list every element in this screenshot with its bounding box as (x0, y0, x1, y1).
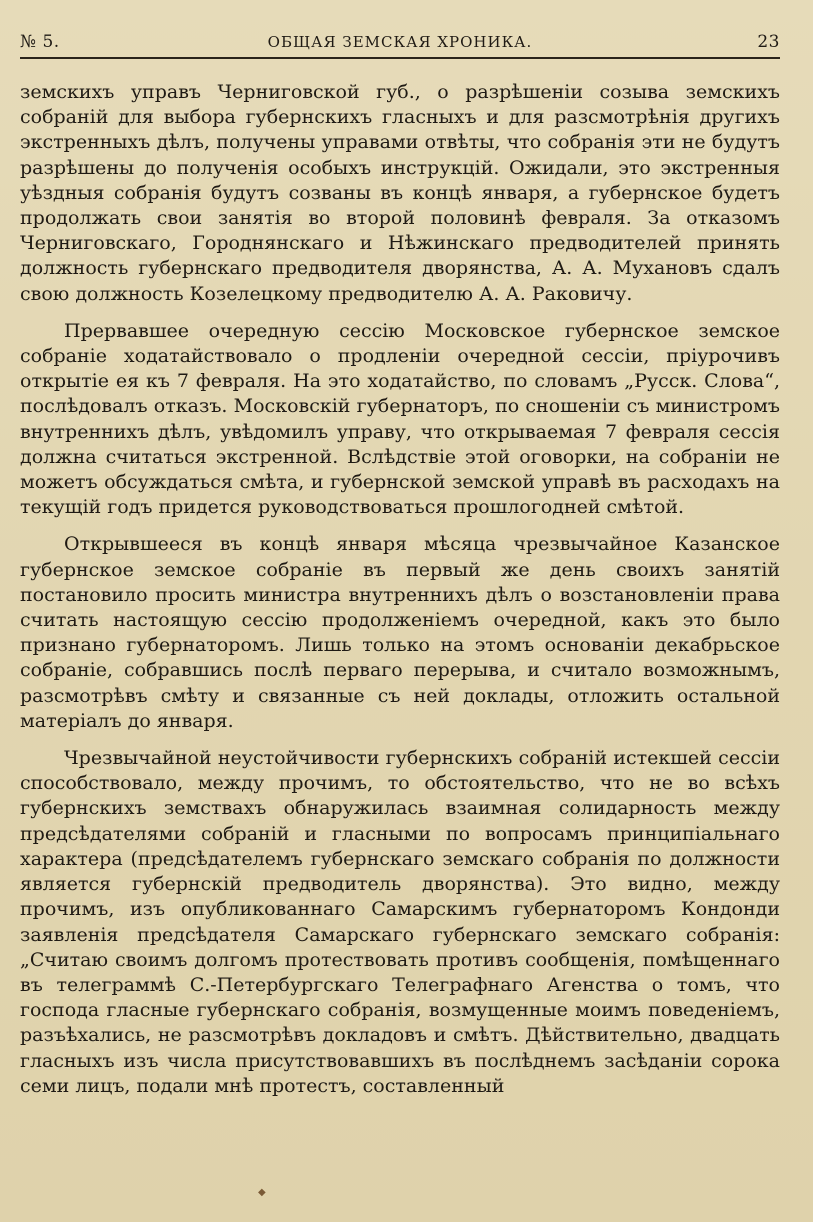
paragraph-4: Чрезвычайной неустойчивости губернскихъ собраній истекшей сессіи способствовало, между прочимъ, то обстоятельство, что не во всѣхъ губернскихъ земствахъ обнаружилась взаимная солидарность между предсѣдателями собраній и гласными по вопросамъ принципіальнаго характера (предсѣдателемъ губернскаго земскаго собранія по должности является губернскій предводитель дворянства). Это видно, между прочимъ, изъ опубликованнаго Самарскимъ губернаторомъ Кондонди заявленія предсѣдателя Самарскаго губернскаго земскаго собранія: „Считаю своимъ долгомъ протествовать противъ сообщенія, помѣщеннаго въ телеграммѣ С.-Петербургскаго Телеграфнаго Агенства о томъ, что господа гласные губернскаго собранія, возмущенные моимъ поведеніемъ, разъѣхались, не разсмотрѣвъ докладовъ и смѣтъ. Дѣйствительно, двадцать гласныхъ изъ числа присутствовавшихъ въ послѣднемъ засѣданіи сорока семи лицъ, подали мнѣ протестъ, составленный (20, 747, 780, 1097)
body-text (20, 80, 780, 1111)
paragraph-2: Прервавшее очередную сессію Московское губернское земское собраніе ходатайствовало о продленіи очередной сессіи, пріурочивъ открытіе ея къ 7 февраля. На это ходатайство, по словамъ „Русск. Слова“, послѣдовалъ отказъ. Московскій губернаторъ, по сношеніи съ министромъ внутреннихъ дѣлъ, увѣдомилъ управу, что открываемая 7 февраля сессія должна считаться экстренной. Вслѣдствіе этой оговорки, на собраніи не можетъ обсуждаться смѣта, и губернской земской управѣ въ расходахъ на текущій годъ придется руководствоваться прошлогодней смѣтой. (20, 319, 780, 519)
printer-ornament-icon: ◆ (258, 1187, 266, 1198)
paragraph-3: Открывшееся въ концѣ января мѣсяца чрезвычайное Казанское губернское земское собраніе въ первый же день своихъ занятій постановило просить министра внутреннихъ дѣлъ о возстановленіи права считать настоящую сессію продолженіемъ очередной, какъ это было признано губернаторомъ. Лишь только на этомъ основаніи декабрьское собраніе, собравшись послѣ перваго перерыва, и считало возможнымъ, разсмотрѣвъ смѣту и связанные съ ней доклады, отложить остальной матеріалъ до января. (20, 533, 780, 732)
page-header (20, 30, 780, 54)
issue-number: № 5. (20, 32, 60, 52)
running-title: ОБЩАЯ ЗЕМСКАЯ ХРОНИКА. (267, 33, 533, 51)
page-number: 23 (757, 32, 780, 52)
paragraph-1: земскихъ управъ Черниговской губ., о разрѣшеніи созыва земскихъ собраній для выбора губернскихъ гласныхъ и для разсмотрѣнія другихъ экстренныхъ дѣлъ, получены управами отвѣты, что собранія эти не будутъ разрѣшены до полученія особыхъ инструкцій. Ожидали, это экстренныя уѣздныя собранія будутъ созваны въ концѣ января, а губернское будетъ продолжать свои занятія во второй половинѣ февраля. За отказомъ Черниговскаго, Городнянскаго и Нѣжинскаго предводителей принять должность губернскаго предводителя дворянства, А. А. Мухановъ сдалъ свою должность Козелецкому предводителю А. А. Раковичу. (20, 81, 780, 305)
header-rule (20, 57, 780, 59)
